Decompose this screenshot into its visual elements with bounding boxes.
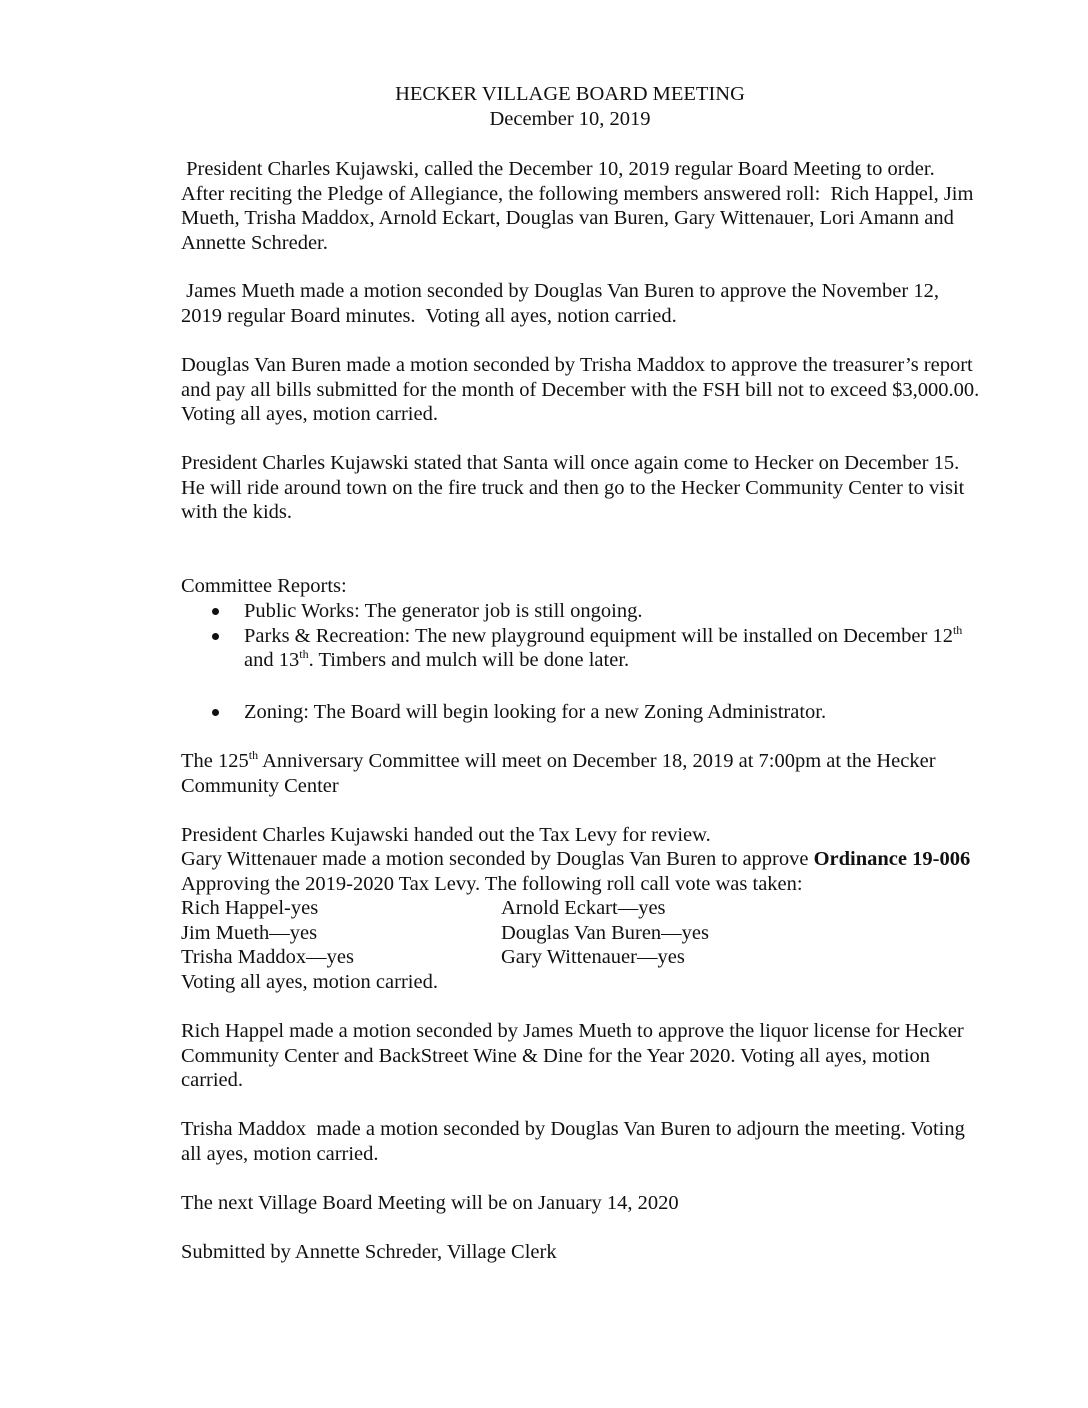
parks-text-2: and 13 [244, 649, 300, 671]
document-title: HECKER VILLAGE BOARD MEETING [395, 83, 745, 105]
treasurer-motion-paragraph: Douglas Van Buren made a motion seconded by Trisha Maddox to approve the treasurer’s report and pay all bills submitted for the month of December with the FSH bill not to exceed $3,000.00. Voting all ayes, motion carried. [181, 354, 980, 425]
vote-left: Jim Mueth—yes [181, 921, 318, 944]
parks-text-3: . Timbers and mulch will be done later. [308, 649, 630, 671]
bullet-icon [212, 709, 219, 716]
public-works-text: Public Works: The generator job is still ongoing. [244, 600, 643, 622]
committee-reports-list-zoning [181, 700, 981, 725]
ordinance-number: Ordinance 19-006 [813, 848, 971, 870]
anniversary-sup: th [248, 748, 259, 762]
submitted-by-line: Submitted by Annette Schreder, Village Clerk [181, 1241, 557, 1263]
committee-reports-heading: Committee Reports: [181, 575, 347, 597]
parks-sup-1: th [952, 622, 963, 637]
tax-levy-review-line: President Charles Kujawski handed out the Tax Levy for review. [181, 824, 711, 846]
vote-right: Douglas Van Buren—yes [501, 921, 710, 944]
vote-result: Voting all ayes, motion carried. [181, 970, 438, 993]
tax-levy-motion-text-2: Approving the 2019-2020 Tax Levy. The following roll call vote was taken: [181, 872, 803, 895]
meeting-date: December 10, 2019 [489, 107, 651, 130]
santa-paragraph: President Charles Kujawski stated that Santa will once again come to Hecker on December 15. He will ride around town on the fire truck and then go to the Hecker Community Center to visit with the kids. [181, 452, 965, 523]
adjourn-paragraph: Trisha Maddox made a motion seconded by Douglas Van Buren to adjourn the meeting. Voting all ayes, motion carried. [181, 1118, 970, 1165]
committee-reports-list [181, 599, 981, 673]
vote-left: Rich Happel-yes [181, 897, 319, 919]
tax-levy-motion-text-1: Gary Wittenauer made a motion seconded by Douglas Van Buren to approve [181, 848, 814, 870]
anniversary-text-1: The 125 [181, 750, 249, 772]
vote-right: Gary Wittenauer—yes [501, 946, 685, 968]
list-item-public-works [181, 599, 981, 624]
anniversary-paragraph [181, 749, 981, 798]
tax-levy-motion-paragraph [181, 847, 981, 896]
list-item-parks [181, 624, 981, 673]
vote-row [181, 896, 981, 921]
anniversary-text-2: Anniversary Committee will meet on December 18, 2019 at 7:00pm at the Hecker Community Center [181, 750, 936, 797]
vote-right: Arnold Eckart—yes [501, 897, 666, 919]
document-header [0, 82, 1088, 131]
roll-call-vote-table [181, 896, 981, 994]
liquor-license-paragraph: Rich Happel made a motion seconded by James Mueth to approve the liquor license for Hecker Community Center and BackStreet Wine & Dine for the Year 2020. Voting all ayes, motion carried. [181, 1020, 964, 1091]
zoning-text: Zoning: The Board will begin looking for a new Zoning Administrator. [244, 701, 827, 723]
parks-text-1: Parks & Recreation: The new playground equipment will be installed on December 12 [244, 624, 953, 647]
vote-left: Trisha Maddox—yes [181, 946, 354, 968]
call-to-order-paragraph: President Charles Kujawski, called the December 10, 2019 regular Board Meeting to order. After reciting the Pledge of Allegiance, the following members answered roll: Rich Happel, Jim Mueth, Trisha Maddox, Arnold Eckart, Douglas van Buren, Gary Wittenauer, Lori Amann and Annette Schreder. [181, 158, 979, 254]
list-item-zoning [181, 700, 981, 725]
minutes-motion-paragraph: James Mueth made a motion seconded by Douglas Van Buren to approve the November 12, 2019 regular Board minutes. Voting all ayes, notion carried. [181, 280, 945, 327]
vote-row [181, 945, 981, 970]
parks-sup-2: th [299, 647, 309, 661]
bullet-icon [212, 633, 219, 640]
next-meeting-line: The next Village Board Meeting will be on January 14, 2020 [181, 1192, 679, 1214]
vote-row [181, 921, 981, 946]
bullet-icon [212, 608, 219, 615]
